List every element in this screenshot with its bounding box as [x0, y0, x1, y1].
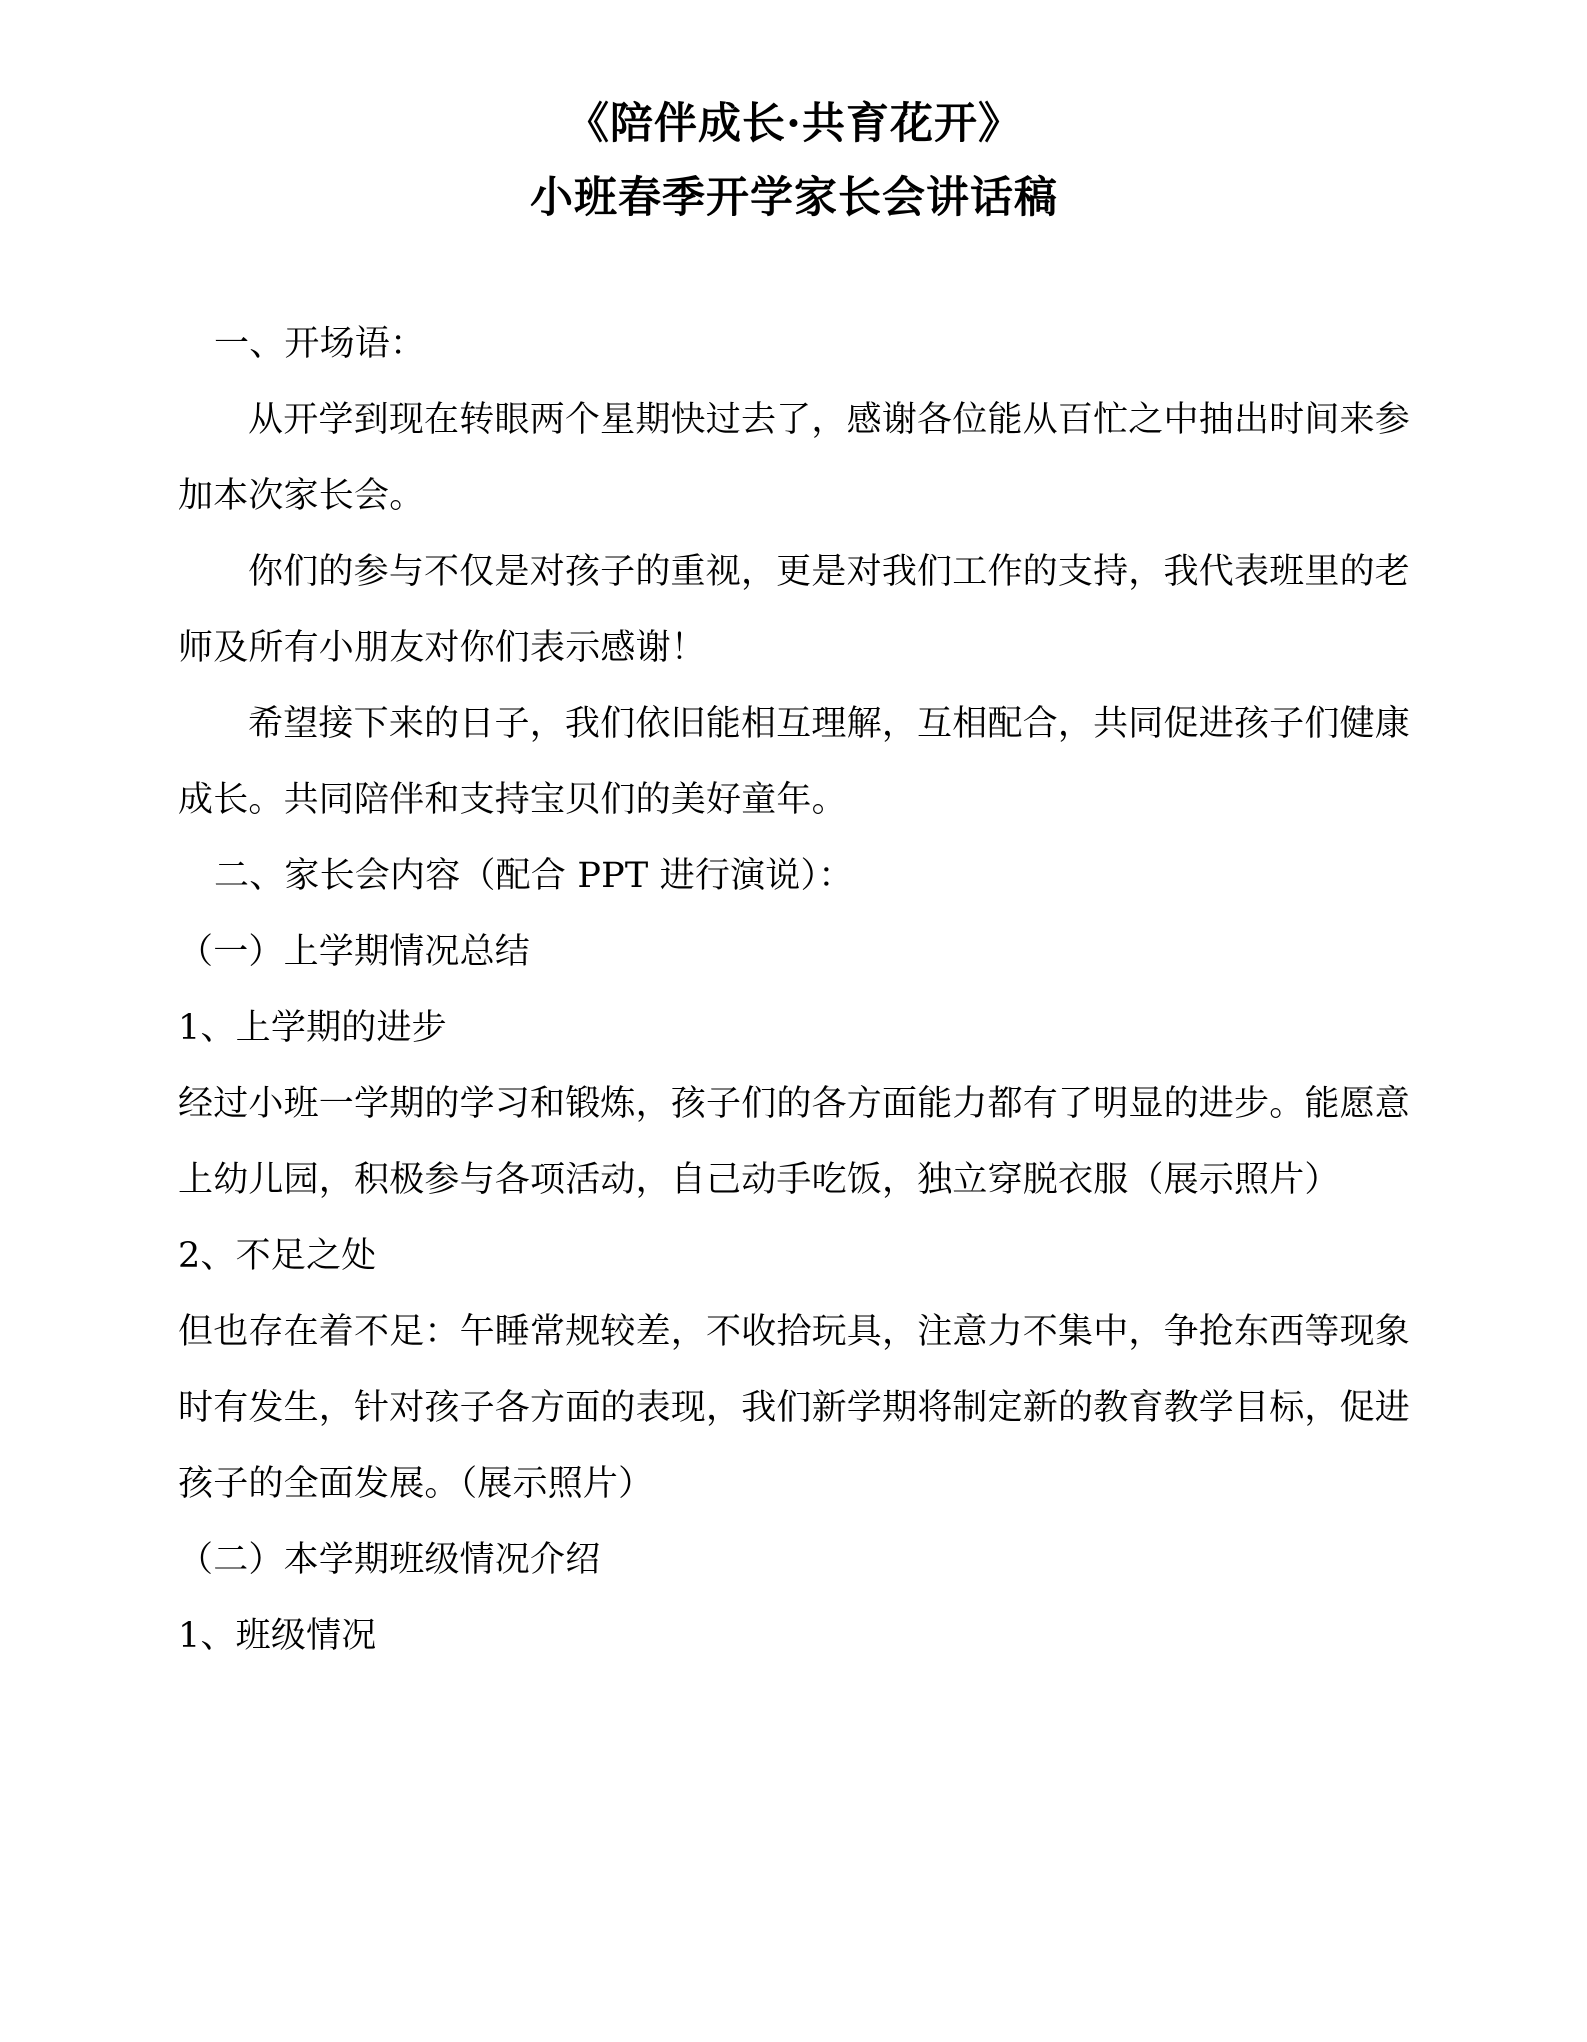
paragraph-progress-details: 经过小班一学期的学习和锻炼，孩子们的各方面能力都有了明显的进步。能愿意上幼儿园，积极参与各项活动，自己动手吃饭，独立穿脱衣服（展示照片）	[178, 1084, 1411, 1200]
document-body	[178, 306, 1410, 1674]
page-content-area	[178, 0, 1410, 1674]
paragraph-participation-support: 你们的参与不仅是对孩子的重视，更是对我们工作的支持，我代表班里的老师及所有小朋友对你们表示感谢！	[178, 552, 1410, 668]
item-heading-last-term-progress: 1、上学期的进步	[178, 1008, 447, 1048]
section-heading-opening-remarks: 一、开场语：	[214, 324, 426, 364]
subsection-heading-class-intro: （二）本学期班级情况介绍	[178, 1540, 601, 1580]
paragraph-shortcomings-details: 但也存在着不足：午睡常规较差，不收拾玩具，注意力不集中，争抢东西等现象时有发生，针对孩子各方面的表现，我们新学期将制定新的教育教学目标，促进孩子的全面发展。（展示照片）	[178, 1312, 1411, 1504]
paragraph-mutual-understanding: 希望接下来的日子，我们依旧能相互理解，互相配合，共同促进孩子们健康成长。共同陪伴和支持宝贝们的美好童年。	[178, 704, 1410, 820]
item-heading-class-situation: 1、班级情况	[178, 1616, 377, 1656]
item-heading-shortcomings: 2、不足之处	[178, 1236, 377, 1276]
section-heading-meeting-content: 二、家长会内容（配合 PPT 进行演说）：	[214, 856, 854, 896]
paragraph-opening-thanks: 从开学到现在转眼两个星期快过去了，感谢各位能从百忙之中抽出时间来参加本次家长会。	[178, 400, 1410, 516]
subsection-heading-last-term-summary: （一）上学期情况总结	[178, 932, 531, 972]
document-title-line-2: 小班春季开学家长会讲话稿	[530, 173, 1058, 223]
document-title-line-1: 《陪伴成长·共育花开》	[566, 99, 1022, 149]
